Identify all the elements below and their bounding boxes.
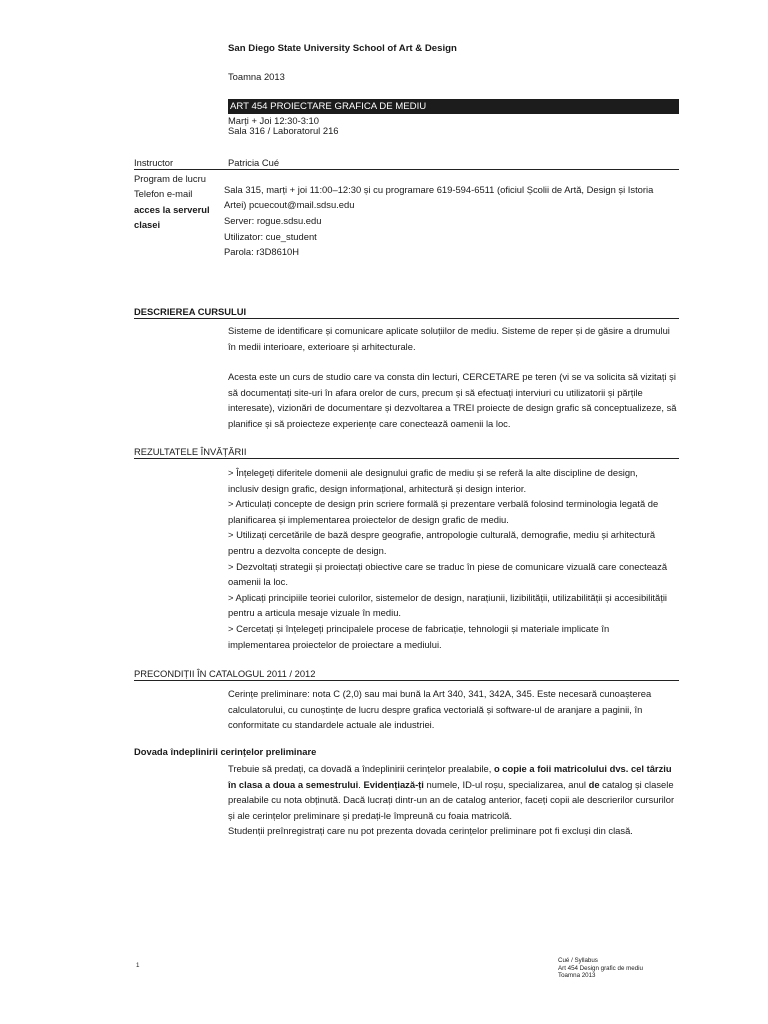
list-item: > Cercetați și înțelegeți principalele procese de fabricație, tehnologii și materiale implicate în xyxy=(228,622,610,634)
course-title: ART 454 PROIECTARE GRAFICA DE MEDIU xyxy=(230,101,427,112)
list-item: > Articulați concepte de design prin scriere formală și prezentare verbală folosind terminologia legată de xyxy=(228,498,659,510)
phone-email-label: Telefon e-mail xyxy=(134,188,193,199)
room: Sala 316 / Laboratorul 216 xyxy=(228,125,339,136)
server-access-label: acces la serverul xyxy=(134,204,210,215)
footer-info: Cué / Syllabus Art 454 Design grafic de mediu Toamna 2013 xyxy=(558,957,643,980)
school-name: San Diego State University School of Art & Design xyxy=(228,43,457,54)
course-title-bar xyxy=(228,99,679,114)
description-paragraph-2: Acesta este un curs de studio care va consta din lecturi, CERCETARE pe teren (vi se va solicita să vizitați și să documentați site-uri în afara orelor de curs, precum și să efectuați interviuri cu utilizatorii și părțile interesate), vizionări de documentare și dezvoltarea a TREI proiecte de design grafic să conceptualizeze, să planifice și să proiecteze experiențe care conectează oamenii la loc. xyxy=(228,371,677,429)
username-value: Utilizator: cue_student xyxy=(224,231,317,242)
info-divider xyxy=(134,169,679,170)
prereq-heading: PRECONDIȚII ÎN CATALOGUL 2011 / 2012 xyxy=(134,668,316,679)
prereq-paragraph: Cerințe preliminare: nota C (2,0) sau mai bună la Art 340, 341, 342A, 345. Este necesară cunoașterea calculatorului, cu cunoștințe de lucru despre grafica vectorială și software-ul de aranjare a paginii, în conformitate cu standardele actuale ale industriei. xyxy=(228,688,652,731)
list-item: > Aplicați principiile teoriei culorilor, sistemelor de design, narațiunii, lizibilității, utilizabilității și accesibilității xyxy=(228,591,667,603)
proof-heading: Dovada îndeplinirii cerințelor preliminare xyxy=(134,746,317,757)
outcomes-list: > Înțelegeți diferitele domenii ale designului grafic de mediu și se referă la alte discipline de design, inclusiv design grafic, design informațional, arhitectură și design interior. > Articulați concepte de design prin scriere formală și prezentare verbală folosind terminologia legată de planificarea și implementarea proiectelor de design grafic de mediu. > Utilizați cercetările de bază despre geografie, antropologie culturală, demografie, mediu și arhitectură pentru a dezvolta concepte de design. > Dezvoltați strategii și proiectați obiective care se traduc în piese de comunicare vizuală care conectează oamenii la loc. > Aplicați principiile teoriei culorilor, sistemelor de design, narațiunii, lizibilității, utilizabilității și accesibilității pentru a articula mesaje vizuale în mediu. > Cercetați și înțelegeți principalele procese de fabricație, tehnologii și materiale implicate în implementarea proiectelor de proiectare a mediului. xyxy=(228,467,668,650)
office-hours-label: Program de lucru xyxy=(134,173,206,184)
description-heading: DESCRIEREA CURSULUI xyxy=(134,306,247,317)
proof-paragraph: Trebuie să predați, ca dovadă a îndeplinirii cerințelor prealabile, o copie a foii matricolului dvs. cel târziu în clasa a doua a semestrului. Evidențiază-ți numele, ID-ul roșu, specializarea, anul de catalog și clasele prealabile cu nota obținută. Dacă lucrați dintr-un an de catalog anterior, faceți copii ale descrierilor cursurilor și ale cerințelor preliminare și predați-le împreună cu foaia matricolă. Studenții preînregistrați care nu pot prezenta dovada cerințelor preliminare pot fi excluși din clasă. xyxy=(228,763,675,837)
page-number: 1 xyxy=(136,962,140,969)
outcomes-heading: REZULTATELE ÎNVĂȚĂRII xyxy=(134,446,247,457)
list-item: > Dezvoltați strategii și proiectați obiective care se traduc în piese de comunicare vizuală care conectează xyxy=(228,560,668,572)
list-item: > Înțelegeți diferitele domenii ale designului grafic de mediu și se referă la alte discipline de design, xyxy=(228,467,638,478)
email-value: Artei) pcuecout@mail.sdsu.edu xyxy=(224,199,355,210)
password-value: Parola: r3D8610H xyxy=(224,246,300,257)
office-hours-value: Sala 315, marți + joi 11:00–12:30 și cu programare 619-594-6511 (oficiul Școlii de Artă, Design și Istoria xyxy=(224,184,654,195)
prereq-divider xyxy=(134,680,679,681)
server-value: Server: rogue.sdsu.edu xyxy=(224,215,322,226)
schedule: Marți + Joi 12:30-3:10 xyxy=(228,115,319,126)
description-paragraph-1: Sisteme de identificare și comunicare aplicate soluțiilor de mediu. Sisteme de reper și de găsire a drumului în medii interioare, exterioare și arhitecturale. xyxy=(228,325,670,352)
description-divider xyxy=(134,318,679,319)
term: Toamna 2013 xyxy=(228,71,285,82)
instructor-label: Instructor xyxy=(134,157,174,168)
server-access-label-2: clasei xyxy=(134,219,161,230)
outcomes-divider xyxy=(134,458,679,459)
list-item: > Utilizați cercetările de bază despre geografie, antropologie culturală, demografie, mediu și arhitectură xyxy=(228,529,656,541)
instructor-name: Patricia Cué xyxy=(228,157,280,168)
